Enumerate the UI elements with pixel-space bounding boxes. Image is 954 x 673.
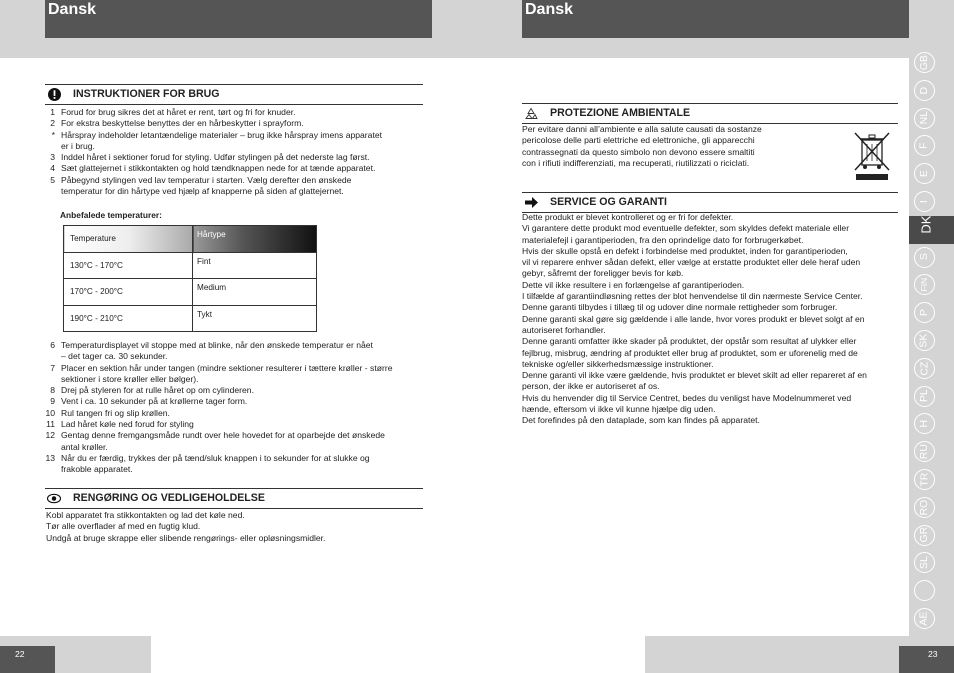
- service-line: Denne garanti tilbydes i tillæg til og udover dine normale rettigheder som forbruger.: [522, 302, 838, 313]
- table-header-hairtype: Hårtype: [193, 226, 317, 253]
- table-header-row: [64, 226, 317, 253]
- table-cell-hairtype: Fint: [193, 252, 317, 279]
- service-heading: [522, 192, 898, 213]
- service-line: Hvis du henvender dig til Service Centret, bedes du venligst have Modelnummeret ved: [522, 392, 852, 403]
- arrow-right-icon: [524, 196, 538, 210]
- step-number: 1: [50, 107, 55, 117]
- eye-icon: [47, 492, 61, 506]
- service-line: vil vi reparere enhver sådan defekt, eller vælge at erstatte produktet eller dele heraf uden: [522, 257, 861, 268]
- service-line: Dette produkt er blevet kontrolleret og er fri for defekter.: [522, 212, 734, 222]
- service-line: Dette vil ikke resultere i en forlængelse af garantiperioden.: [522, 279, 745, 290]
- language-tab[interactable]: SK: [914, 330, 935, 351]
- service-line: Denne garanti vil ikke være gældende, hvis produktet er blevet skilt ad eller repareret af en: [522, 370, 867, 381]
- table-cell-hairtype: Tykt: [193, 305, 317, 332]
- table-cell-hairtype: Medium: [193, 279, 317, 306]
- recycle-icon: [524, 107, 538, 121]
- instruction-step: [45, 340, 425, 363]
- service-line: Hvis der skulle opstå en defekt i forbindelse med produktet, inden for garantiperioden,: [522, 245, 848, 256]
- page-number-left: 22: [0, 646, 55, 673]
- step-number: *: [51, 129, 55, 140]
- step-number: 8: [50, 385, 55, 396]
- language-tab[interactable]: F: [914, 135, 935, 156]
- step-text: For ekstra beskyttelse benyttes der en hårbeskytter i sprayform.: [61, 118, 304, 129]
- step-number: 2: [50, 118, 55, 129]
- service-line: Denne garanti omfatter ikke skader på produktet, der opstår som resultat af ulykker eller: [522, 336, 857, 347]
- language-tab[interactable]: I: [914, 191, 935, 212]
- service-line: Det forefindes på den dataplade, som kan findes på apparatet.: [522, 415, 760, 426]
- instruction-step: [45, 152, 425, 163]
- service-title: SERVICE OG GARANTI: [550, 195, 667, 208]
- instruction-step: [45, 430, 425, 453]
- temperature-table: [63, 225, 317, 332]
- service-line: person, der ikke er autoriseret af os.: [522, 381, 660, 392]
- service-line: I tilfælde af garantiindløsning rettes der blot henvendelse til din nærmeste Service Center.: [522, 291, 863, 302]
- language-tab[interactable]: FIN: [914, 274, 935, 295]
- language-tab[interactable]: H: [914, 413, 935, 434]
- service-line: Denne garanti skal gøre sig gældende i alle lande, hvor vores produkt er blevet solgt af en: [522, 313, 865, 324]
- cleaning-title: RENGØRING OG VEDLIGEHOLDELSE: [73, 491, 265, 504]
- step-number: 9: [50, 396, 55, 407]
- environment-line: Per evitare danni all’ambiente e alla salute causati da sostanze: [522, 124, 762, 134]
- environment-line: con i rifiuti indifferenziati, ma recuperati, riutilizzati o riciclati.: [522, 157, 750, 168]
- step-text: Placer en sektion hår under tangen (mindre sektioner resulterer i tættere krøller - større sektioner i store krøller eller bølger).: [61, 362, 393, 384]
- table-cell-temperature: 130°C - 170°C: [64, 252, 193, 279]
- service-text: [522, 212, 867, 427]
- language-tab[interactable]: E: [914, 163, 935, 184]
- crossed-bin-icon: [852, 130, 892, 182]
- environment-title: PROTEZIONE AMBIENTALE: [550, 106, 691, 119]
- step-number: 11: [46, 419, 55, 430]
- recommended-temperatures-label: Anbefalede temperaturer:: [60, 210, 162, 220]
- instruction-step: [45, 107, 425, 118]
- instruction-step: [45, 419, 425, 430]
- step-number: 10: [45, 407, 55, 418]
- step-text: Temperaturdisplayet vil stoppe med at blinke, når den ønskede temperatur er nået – det tager ca. 30 sekunder.: [61, 340, 373, 362]
- step-text: Påbegynd stylingen ved lav temperatur i starten. Vælg derefter den ønskede temperatur for din hårtype ved hjælp af knapperne på siden af glattejernet.: [61, 174, 352, 197]
- language-tab[interactable]: RO: [914, 497, 935, 518]
- step-number: 12: [45, 430, 55, 441]
- language-tab[interactable]: PL: [914, 386, 935, 407]
- step-text: Vent i ca. 10 sekunder på at krøllerne tager form.: [61, 396, 248, 407]
- step-number: 3: [50, 152, 55, 163]
- page-header-right: Dansk: [522, 0, 909, 38]
- instruction-step: [45, 163, 425, 174]
- step-number: 4: [50, 163, 55, 174]
- environment-line: contrassegnati da questo simbolo non devono essere smaltiti: [522, 146, 755, 157]
- service-line: autoriseret forhandler.: [522, 324, 606, 335]
- instruction-steps-b: [45, 340, 425, 476]
- service-line: hænde, eftersom vi ikke vil kunne hjælpe dig uden.: [522, 404, 716, 415]
- instructions-title: INSTRUKTIONER FOR BRUG: [73, 87, 220, 100]
- instruction-step: [45, 363, 425, 386]
- instruction-step: [45, 175, 425, 198]
- table-row: [64, 252, 317, 279]
- service-line: materialefejl i garantiperioden, fra den oprindelige dato for forbrugerkøbet.: [522, 234, 804, 245]
- instruction-step: [45, 453, 425, 476]
- cleaning-text: [46, 510, 325, 544]
- step-text: Sæt glattejernet i stikkontakten og hold tændknappen nede for at tænde apparatet.: [61, 163, 376, 174]
- language-tab[interactable]: GR: [914, 525, 935, 546]
- table-row: [64, 305, 317, 332]
- environment-text: [522, 124, 762, 169]
- instruction-step: [45, 396, 425, 407]
- step-text: Forud for brug sikres det at håret er rent, tørt og fri for knuder.: [61, 107, 296, 117]
- step-text: Drej på styleren for at rulle håret op om cylinderen.: [61, 385, 254, 396]
- page-number-right: 23: [899, 646, 954, 673]
- step-text: Lad håret køle ned forud for styling: [61, 419, 194, 430]
- service-line: gebyr, såfremt der foreligger bevis for køb.: [522, 268, 684, 279]
- environment-line: pericolose delle parti elettriche ed elettroniche, gli apparecchi: [522, 135, 755, 146]
- step-text: Når du er færdig, trykkes der på tænd/sluk knappen i to sekunder for at slukke og frakoble apparatet.: [61, 452, 370, 475]
- instruction-step: [45, 130, 425, 153]
- page-header-left: Dansk: [45, 0, 432, 38]
- cleaning-line: Undgå at bruge skrappe eller slibende rengørings- eller opløsningsmidler.: [46, 532, 326, 543]
- step-text: Inddel håret i sektioner forud for styling. Udfør stylingen på det nederste lag først.: [61, 152, 370, 163]
- cleaning-heading: [45, 488, 423, 509]
- language-tab[interactable]: AE: [914, 608, 935, 629]
- step-number: 6: [50, 340, 55, 350]
- service-line: Vi garantere dette produkt mod eventuelle defekter, som skyldes defekt materiale eller: [522, 223, 850, 234]
- language-tab[interactable]: NL: [914, 108, 935, 129]
- table-row: [64, 279, 317, 306]
- instruction-step: [45, 118, 425, 129]
- instruction-step: [45, 385, 425, 396]
- table-cell-temperature: 190°C - 210°C: [64, 305, 193, 332]
- step-number: 5: [50, 174, 55, 185]
- table-cell-temperature: 170°C - 200°C: [64, 279, 193, 306]
- step-text: Hårspray indeholder letantændelige materialer – brug ikke hårspray imens apparatet er i brug.: [61, 129, 383, 151]
- instruction-step: [45, 408, 425, 419]
- language-tab[interactable]: GB: [914, 52, 935, 73]
- language-tab[interactable]: D: [914, 80, 935, 101]
- language-tab[interactable]: P: [914, 302, 935, 323]
- service-line: tekniske og/eller sikkerhedsmæssige instruktioner.: [522, 358, 714, 369]
- language-tab[interactable]: S: [914, 247, 935, 268]
- language-tab[interactable]: CZ: [914, 358, 935, 379]
- exclamation-icon: [47, 88, 61, 102]
- environment-heading: [522, 103, 898, 124]
- step-number: 13: [45, 452, 55, 463]
- step-number: 7: [50, 362, 55, 373]
- instructions-heading: [45, 84, 423, 105]
- language-tab-active[interactable]: DK: [909, 216, 954, 244]
- cleaning-line: Kobl apparatet fra stikkontakten og lad det køle ned.: [46, 510, 245, 520]
- language-tab[interactable]: TR: [914, 469, 935, 490]
- language-tab[interactable]: SL: [914, 552, 935, 573]
- cleaning-line: Tør alle overflader af med en fugtig klud.: [46, 521, 201, 532]
- instruction-steps-a: [45, 107, 425, 197]
- table-header-temperature: Temperature: [64, 226, 193, 253]
- service-line: fejlbrug, misbrug, ændring af produktet eller brug af produktet, som er uforenelig med de: [522, 347, 858, 358]
- step-text: Gentag denne fremgangsmåde rundt over hele hovedet for at oparbejde det ønskede antal krøller.: [61, 430, 385, 452]
- language-tab[interactable]: RU: [914, 441, 935, 462]
- step-text: Rul tangen fri og slip krøllen.: [61, 407, 170, 418]
